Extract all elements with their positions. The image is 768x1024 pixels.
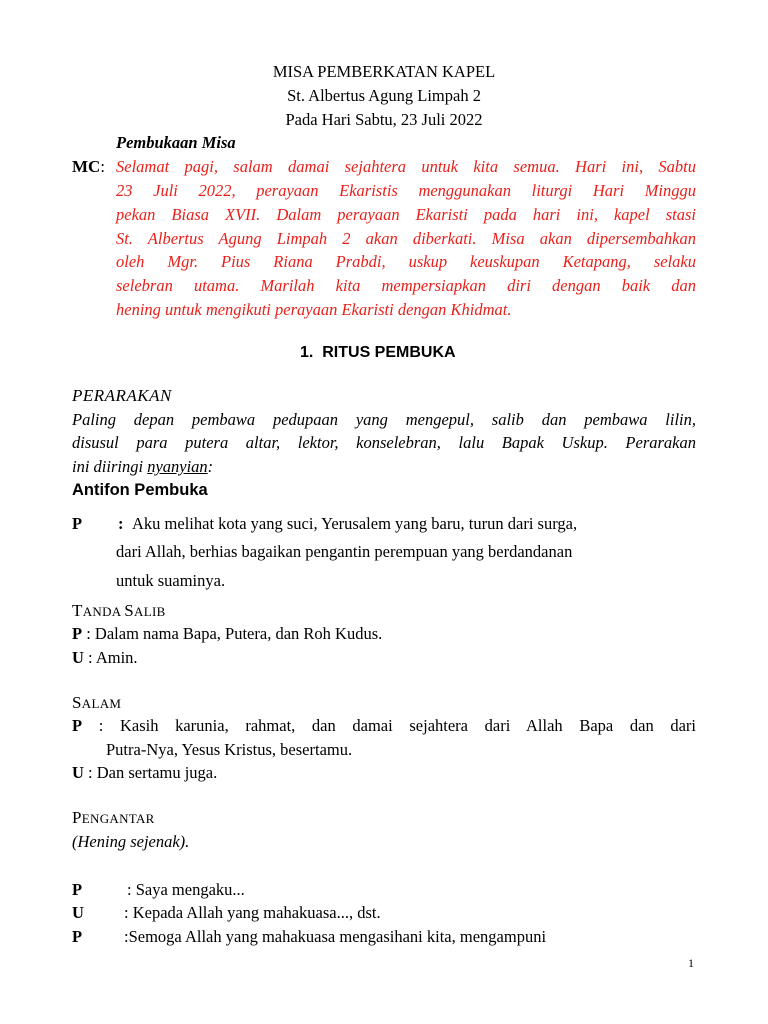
opening-line-1: Selamat pagi, salam damai sejahtera untuk kita semua. Hari ini, Sabtu [116, 157, 696, 176]
opening-line-2: 23 Juli 2022, perayaan Ekaristis menggunakan liturgi Hari Minggu [116, 181, 696, 200]
section-number: 1. [300, 344, 314, 361]
page-number: 1 [688, 956, 694, 970]
pengantar-row-3-text: :Semoga Allah yang mahakuasa mengasihani kita, mengampuni [124, 927, 547, 946]
perarakan-line-1: Paling depan pembawa pedupaan yang mengepul, salib dan pembawa lilin, [72, 410, 696, 429]
salam-u-speaker: U [72, 763, 84, 782]
pengantar-row-3-speaker: P [72, 927, 83, 946]
antifon-line-3: untuk suaminya. [116, 571, 226, 590]
salam-u-text: : Dan sertamu juga. [83, 763, 218, 782]
tanda-salib-heading-anda: ANDA [82, 604, 125, 619]
pengantar-row-2-speaker: U [72, 903, 84, 922]
pengantar-note: (Hening sejenak). [72, 832, 190, 851]
pengantar-heading-p: P [72, 808, 82, 827]
tanda-salib-p-text: : Dalam nama Bapa, Putera, dan Roh Kudus. [82, 624, 383, 643]
pengantar-heading [72, 808, 155, 829]
pengantar-row-1-text: : Saya mengaku... [127, 880, 245, 899]
doc-subtitle: St. Albertus Agung Limpah 2 [287, 86, 481, 105]
pengantar-row-1-speaker: P [72, 880, 83, 899]
antifon-colon: : [118, 514, 124, 533]
section-title: RITUS PEMBUKA [322, 344, 456, 361]
opening-line-3: pekan Biasa XVII. Dalam perayaan Ekaristi pada hari ini, kapel stasi [116, 205, 696, 224]
salam-p-row [72, 716, 696, 736]
perarakan-end: : [207, 457, 214, 476]
tanda-salib-heading [72, 601, 166, 622]
opening-line-6: selebran utama. Marilah kita mempersiapkan diri dengan baik dan [116, 276, 696, 295]
mc-label [72, 157, 105, 177]
mc-speaker: MC [72, 157, 101, 176]
tanda-salib-u-row [72, 648, 138, 668]
salam-heading [72, 693, 121, 714]
salam-p-speaker: P [72, 716, 83, 735]
perarakan-underlined: nyanyian [147, 457, 208, 476]
opening-heading: Pembukaan Misa [116, 133, 236, 152]
perarakan-line-2: disusul para putera altar, lektor, konselebran, lalu Bapak Uskup. Perarakan [72, 433, 696, 452]
tanda-salib-u-text: : Amin. [83, 648, 138, 667]
tanda-salib-heading-t: T [72, 601, 83, 620]
perarakan-line-3 [72, 457, 213, 477]
perarakan-line-3-text: ini diiringi [72, 457, 148, 476]
salam-heading-alam: ALAM [81, 696, 122, 711]
tanda-salib-heading-s: S [124, 601, 135, 620]
pengantar-row-2-text: : Kepada Allah yang mahakuasa..., dst. [124, 903, 381, 922]
tanda-salib-u-speaker: U [72, 648, 84, 667]
pengantar-heading-engantar: ENGANTAR [81, 811, 155, 826]
doc-title: MISA PEMBERKATAN KAPEL [272, 62, 496, 81]
doc-date-line: Pada Hari Sabtu, 23 Juli 2022 [285, 110, 483, 129]
antifon-line-1: Aku melihat kota yang suci, Yerusalem yang baru, turun dari surga, [132, 514, 578, 533]
tanda-salib-heading-alib: ALIB [134, 604, 166, 619]
mc-colon: : [100, 157, 105, 176]
antifon-heading: Antifon Pembuka [72, 481, 208, 499]
opening-line-4: St. Albertus Agung Limpah 2 akan diberkati. Misa akan dipersembahkan [116, 229, 696, 248]
salam-heading-s: S [72, 693, 82, 712]
antifon-line-2: dari Allah, berhias bagaikan pengantin perempuan yang berdandanan [116, 542, 573, 561]
perarakan-heading: PERARAKAN [72, 386, 172, 405]
opening-line-5: oleh Mgr. Pius Riana Prabdi, uskup keuskupan Ketapang, selaku [116, 252, 696, 271]
section-heading [300, 343, 456, 363]
antifon-speaker: P [72, 514, 83, 533]
salam-p-line-2: Putra-Nya, Yesus Kristus, besertamu. [106, 740, 353, 759]
salam-u-row [72, 763, 217, 783]
tanda-salib-p-row [72, 624, 382, 644]
salam-p-line-1: : Kasih karunia, rahmat, dan damai sejahtera dari Allah Bapa dan dari [82, 716, 696, 735]
opening-line-7: hening untuk mengikuti perayaan Ekaristi dengan Khidmat. [116, 300, 512, 319]
tanda-salib-p-speaker: P [72, 624, 83, 643]
